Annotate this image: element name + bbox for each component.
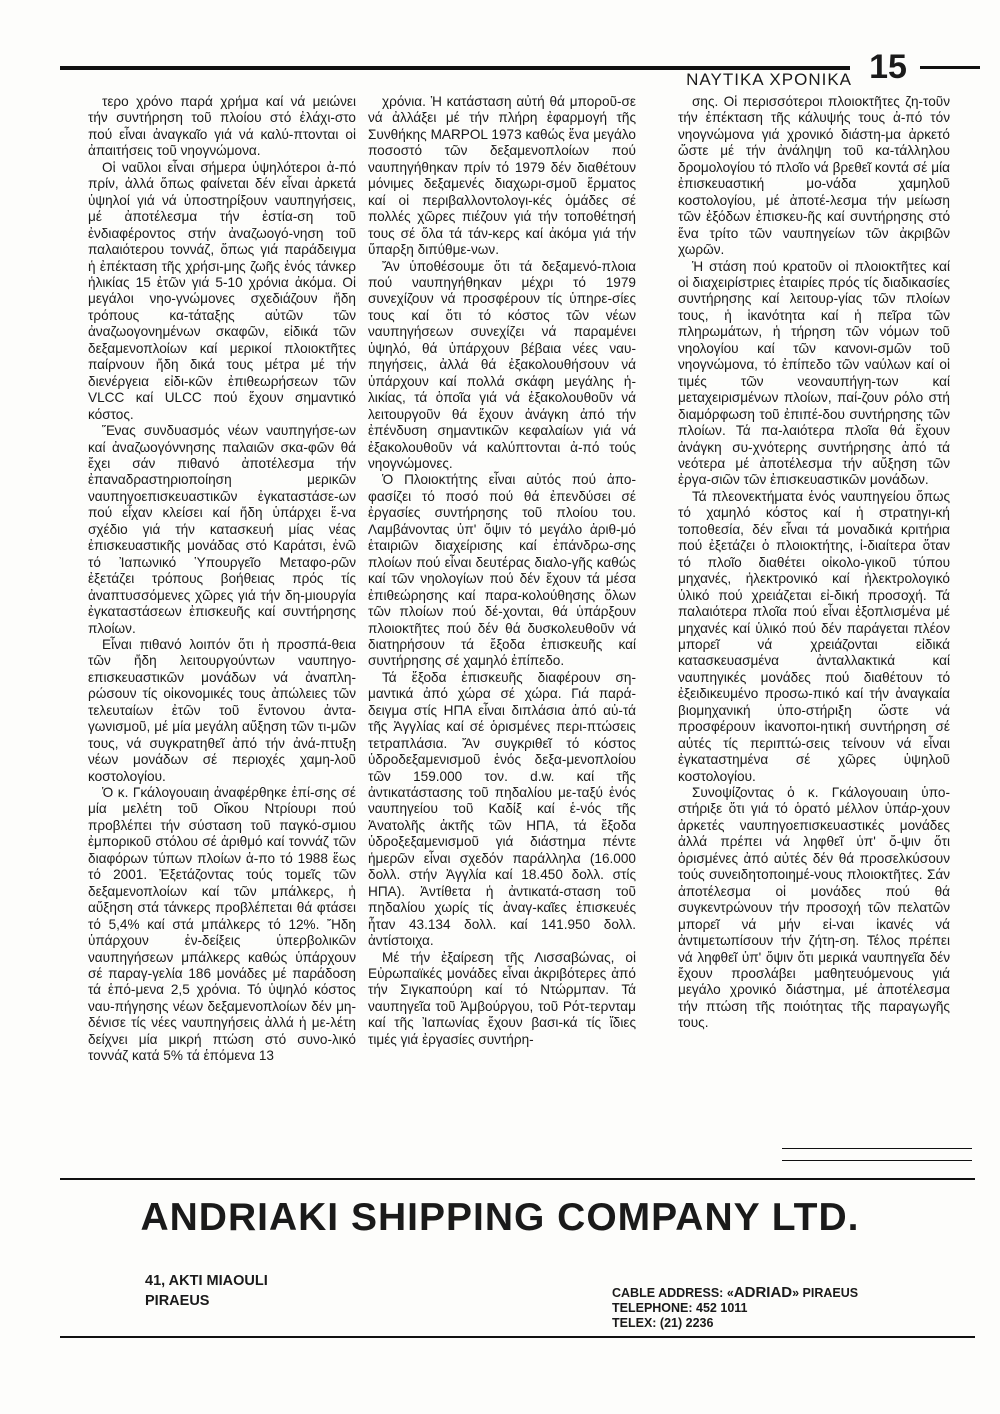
advert-contact bbox=[612, 1285, 858, 1331]
article-end-rule bbox=[782, 1160, 972, 1161]
advert-company-name: ANDRIAKI SHIPPING COMPANY LTD. bbox=[140, 1196, 860, 1239]
magazine-title: ΝΑΥΤΙΚΑ ΧΡΟΝΙΚΑ bbox=[686, 70, 852, 89]
article-column-2 bbox=[368, 94, 636, 1048]
paragraph: Ἕνας συνδυασμός νέων ναυπηγήσε-ων καί ἀναζωογόννησης παλαιῶν σκα-φῶν θά ἔχει σάν πιθανό ἀποτέλεσμα τήν ἐπαναδραστηριοποίηση μερικῶν ναυπηγοεπισκευαστικῶν ἐγκαταστάσε-ων πού εἶχαν κλείσει καί ἤδη ὑπάρχει ἕ-να σχέδιο γιά τήν κατασκευή μίας νέας ἐπισκευαστικῆς μονάδας στό Καράτσι, ἐνῶ τό Ἰαπωνικό Ὑπουργεῖο Μεταφο-ρῶν ἐξετάζει τρόπους βοήθειας πρός τίς ἀναπτυσσόμενες χῶρες γιά τήν δη-μιουργία ἐγκαταστάσεων ἐπισκευῆς καί συντήρησης πλοίων. bbox=[88, 423, 356, 636]
paragraph: Ὁ κ. Γκάλογουαιη ἀναφέρθηκε ἐπί-σης σέ μία μελέτη τοῦ Οἴκου Ντρίουρι πού προβλέπει τήν σύσταση τοῦ παγκό-σμιου ἐμπορικοῦ στόλου σέ ἀριθμό καί τοννάζ τῶν διαφόρων τύπων πλοίων ἀ-πο τό 1988 ἕως τό 2001. Ἐξετάζοντας τούς τομεῖς τῶν δεξαμενοπλοίων καί τῶν μπάλκερς, ἡ αὔξηση στά τάνκερς προβλέπεται θά φτάσει τό 5,4% καί στά μπάλκερς τό 12%. Ἤδη ὑπάρχουν ἐν-δείξεις ὑπερβολικῶν ναυπηγήσεων μπάλκερς καθώς ὑπάρχουν σέ παραγ-γελία 186 μονάδες μέ παράδοση τά ἑπό-μενα 2,5 χρόνια. Τό ὑψηλό κόστος ναυ-πήγησης νέων δεξαμενοπλοίων δέν μη-δένισε τίς νέες ναυπηγήσεις ἀλλά ἡ με-λέτη δείχνει μία μικρή πτώση στό συνο-λικό τοννάζ κατά 5% τά ἑπόμενα 13 bbox=[88, 785, 356, 1064]
advert-telex: TELEX: (21) 2236 bbox=[612, 1316, 714, 1330]
cable-name: ADRIAD bbox=[733, 1284, 793, 1301]
paragraph: Μέ τήν ἐξαίρεση τῆς Λισσαβώνας, οἱ Εὐρωπαϊκές μονάδες εἶναι ἀκριβότερες ἀπό τήν Σιγκαπούρη καί τό Ντώρμπαν. Τά ναυπηγεῖα τοῦ Ἀμβούργου, τοῦ Ρότ-τερνταμ καί τῆς Ἰαπωνίας ἔχουν βασι-κά τίς ἴδιες τιμές γιά ἐργασίες συντήρη- bbox=[368, 949, 636, 1047]
paragraph: Ἄν ὑποθέσουμε ὅτι τά δεξαμενό-πλοια πού ναυπηγήθηκαν μέχρι τό 1979 συνεχίζουν νά προσφέρουν τίς ὑπηρε-σίες τους καί ὅτι τό κόστος τῶν νέων ναυπηγήσεων συνεχίζει νά παραμένει ὑψηλό, θά ὑπάρχουν βέβαια νέες ναυ-πηγήσεις, ἀλλά θά ἐξακολουθήσουν νά ὑπάρχουν καί πολλά σκάφη μεγάλης ἡ-λικίας, τά ὁποῖα γιά νά ἐξακολουθοῦν νά λειτουργοῦν θά ἔχουν ἀνάγκη ἀπό τήν ἐπένδυση σημαντικῶν κεφαλαίων γιά νά ἐξακολουθοῦν νά καλύπτονται ἀ-πό τούς νηογνώμονες. bbox=[368, 258, 636, 471]
advert-cable-address bbox=[612, 1285, 858, 1301]
page-number: 15 bbox=[869, 48, 907, 86]
paragraph: τερο χρόνο παρά χρήμα καί νά μειώνει τήν συντήρηση τοῦ πλοίου στό ἐλάχι-στο πού εἶναι ἀναγκαῖο γιά νά καλύ-πτονται οἱ ἀπαιτήσεις τοῦ νηογνώμονα. bbox=[88, 94, 356, 159]
advert-address-line: 41, AKTI MIAOULI bbox=[145, 1273, 268, 1289]
cable-prefix: CABLE ADDRESS: « bbox=[612, 1286, 734, 1300]
article-end-rule bbox=[782, 1148, 972, 1149]
header-rule-right bbox=[920, 66, 980, 69]
paragraph: Τά πλεονεκτήματα ἑνός ναυπηγείου ὅπως τό χαμηλό κόστος καί ἡ στρατηγι-κή τοποθεσία, δέν εἶναι τά μοναδικά κριτήρια πού ἐξετάζει ὁ πλοιοκτήτης, ἰ-διαίτερα ὅταν τό πλοῖο διαθέτει οἰκολο-γικοῦ τύπου μηχανές, ἠλεκτρονικό καί ἠλεκτρολογικό ὑλικό πού χρειάζεται εἰ-δική προσοχή. Τά παλαιότερα πλοῖα πού εἶναι ἐξοπλισμένα μέ μηχανές καί ὑλικό πού δέν παράγεται πλέον μπορεῖ νά χρειάζονται εἰδικά κατασκευασμένα ἀνταλλακτικά καί ναυπηγικές μονάδες πού διαθέτουν τό ἐξειδικευμένο προσω-πικό καί τήν ἀναγκαία βιομηχανική ὑπο-στήριξη ὥστε νά προσφέρουν ἱκανοποι-ητική συντήρηση σέ αὐτές τίς περιπτώ-σεις τείνουν νά εἶναι ἐγκαταστημένα σέ χῶρες ὑψηλοῦ κοστολογίου. bbox=[678, 488, 950, 784]
advert-address bbox=[145, 1271, 268, 1311]
paragraph: Τά ἔξοδα ἐπισκευῆς διαφέρουν ση-μαντικά ἀπό χώρα σέ χώρα. Γιά παρά-δειγμα στίς ΗΠΑ εἶναι διπλάσια ἀπό αὐ-τά τῆς Ἀγγλίας καί σέ ὁρισμένες περι-πτώσεις τετραπλάσια. Ἄν συγκριθεῖ τό κόστος ὑδροδεξαμενισμοῦ ἑνός δεξα-μενοπλοίου τῶν 159.000 τον. d.w. καί τῆς ἀντικατάστασης τοῦ πηδαλίου με-ταξύ ἑνός ναυπηγείου τοῦ Καδίξ καί ἑ-νός τῆς Ἀνατολῆς ἀκτῆς τῶν ΗΠΑ, τά ἔξοδα ὑδροξεξαμενισμοῦ γιά διάστημα πέντε ἡμερῶν εἶναι σχεδόν παράλληλα (16.000 δολλ. στήν Ἀγγλία καί 18.450 δολλ. στίς ΗΠΑ). Ἀντίθετα ἡ ἀντικατά-σταση τοῦ πηδαλίου χωρίς τίς ἀναγ-καῖες ἐπισκευές ἦταν 43.134 δολλ. καί 141.950 δολλ. ἀντίστοιχα. bbox=[368, 669, 636, 949]
paragraph: χρόνια. Ἡ κατάσταση αὐτή θά μποροῦ-σε νά ἀλλάξει μέ τήν πλήρη ἐφαρμογή τῆς Συνθήκης MARPOL 1973 καθώς ἕνα μεγάλο ποσοστό τῶν δεξαμενοπλοίων πού ναυπηγήθηκαν πρίν τό 1979 δέν διαθέτουν μόνιμες δεξαμενές διαχωρι-σμοῦ ἕρματος καί οἱ περιβαλλοντολογι-κές ὁμάδες σέ πολλές χῶρες πιέζουν γιά τήν τοποθέτησή τους σέ ὅλα τά τάν-κερς καί ἀκόμα γιά τήν ὕπαρξη διπύθμε-νων. bbox=[368, 94, 636, 258]
article-column-3 bbox=[678, 94, 950, 1032]
article-column-1 bbox=[88, 94, 356, 1065]
paragraph: Συνοψίζοντας ὁ κ. Γκάλογουαιη ὑπο-στήριξε ὅτι γιά τό ὁρατό μέλλον ὑπάρ-χουν ἀρκετές ναυπηγοεπισκευαστικές μονάδες ἀλλά πρέπει νά ληφθεῖ ὑπ' ὄ-ψιν ὅτι ὁρισμένες ἀπό αὐτές δέν θά προσελκύσουν τούς συνειδητοποιημέ-νους πλοιοκτῆτες. Σάν ἀποτέλεσμα οἱ μονάδες πού θά συγκεντρώνουν τήν προσοχή τῶν πελατῶν μπορεῖ νά μήν εἰ-ναι ἱκανές νά ἀντιμετωπίσουν τήν ζήτη-ση. Τέλος πρέπει νά ληφθεῖ ὑπ' ὄψιν ὅτι μερικά ναυπηγεῖα δέν ἔχουν προσλάβει μαθητευόμενους γιά μεγάλο χρονικό διάστημα, μέ ἀποτέλεσμα τήν πτώση τῆς ποιότητας τῆς παραγωγῆς τους. bbox=[678, 785, 950, 1031]
cable-suffix: » PIRAEUS bbox=[792, 1286, 859, 1300]
paragraph: Ὁ Πλοιοκτήτης εἶναι αὐτός πού ἀπο-φασίζει τό ποσό πού θά ἐπενδύσει σέ ἐργασίες συντήρησης τοῦ πλοίου του. Λαμβάνοντας ὑπ' ὄψιν τό μεγάλο ἀριθ-μό ἑταιριῶν διαχείρισης καί ἐπάνδρω-σης πλοίων πού εἶναι δευτέρας διαλο-γῆς καθώς καί τῶν νηολογίων πού δέν ἔχουν τά μέσα ἐπιθεώρησης καί παρα-κολούθησης ὅλων τῶν πλοίων πού δέ-χονται, θά ὑπάρξουν πλοιοκτῆτες πού δέν θά δυσκολευθοῦν νά διατηρήσουν τά ἔξοδα ἐπισκευῆς καί συντήρησης σέ χαμηλό ἐπίπεδο. bbox=[368, 472, 636, 669]
paragraph: Εἶναι πιθανό λοιπόν ὅτι ἡ προσπά-θεια τῶν ἤδη λειτουργούντων ναυπηγο-επισκευαστικῶν μονάδων νά ἀναπλη-ρώσουν τίς οἰκονομικές τους ἀπώλειες τῶν τελευταίων ἐτῶν τοῦ ἔντονου ἀντα-γωνισμοῦ, μέ μία μεγάλη αὔξηση τῶν τι-μῶν τους, νά συγκρατηθεῖ ἀπό τήν ἀνά-πτυξη νέων μονάδων σέ περιοχές χαμη-λοῦ κοστολογίου. bbox=[88, 636, 356, 784]
paragraph: σης. Οἱ περισσότεροι πλοιοκτῆτες ζη-τοῦν τήν ἐπέκταση τῆς κάλυψής τους ἀ-πό τόν νηογνώμονα γιά χρονικό διάστη-μα ἀρκετό ὥστε μέ τήν ἀνάληψη τοῦ κα-τάλληλου δρομολογίου τό πλοῖο νά βρεθεῖ κοντά σέ μία ἐπισκευαστική μο-νάδα χαμηλοῦ κοστολογίου, μέ ἀποτέ-λεσμα τήν μείωση τῶν ἐξόδων ἐπισκευ-ῆς καί συντήρησης στό ἕνα τρίτο τῶν ναυπηγείων τῶν ἀκριβῶν χωρῶν. bbox=[678, 94, 950, 258]
paragraph: Οἱ ναῦλοι εἶναι σήμερα ὑψηλότεροι ἀ-πό πρίν, ἀλλά ὅπως φαίνεται δέν εἶναι ἀρκετά ὑψηλοί γιά νά ὑποστηρίξουν ναυπηγήσεις, μέ ἀποτέλεσμα τήν ἑστία-ση τοῦ ἐνδιαφέροντος στήν ἀναζωογό-νηση τοῦ παλαιότερου τοννάζ, ὅπως γιά παράδειγμα ἡ ἐπέκταση τῆς χρήσι-μης ζωῆς ἑνός τάνκερ ἡλικίας 15 ἐτῶν γιά 5-10 χρόνια ἀκόμα. Οἱ μεγάλοι νηο-γνώμονες σχεδιάζουν ἤδη τρόπους κα-τάταξης αὐτῶν τῶν ἀναζωογονημένων σκαφῶν, εἰδικά τῶν δεξαμενοπλοίων καί μερικοί πλοιοκτῆτες παίρνουν ἤδη δικά τους μέτρα μέ τήν διενέργεια εἰδι-κῶν ἐπιθεωρήσεων τῶν VLCC καί ULCC πού ἔχουν σημαντικό κόστος. bbox=[88, 159, 356, 422]
advert-telephone: TELEPHONE: 452 1011 bbox=[612, 1301, 748, 1315]
advert-address-line: PIRAEUS bbox=[145, 1293, 210, 1309]
advert-bottom-rule bbox=[60, 1336, 975, 1338]
advert-top-rule bbox=[60, 1178, 975, 1180]
paragraph: Ἡ στάση πού κρατοῦν οἱ πλοιοκτῆτες καί οἱ διαχειρίστριες ἑταιρίες πρός τίς διαδικασίες συντήρησης καί λειτουρ-γίας τῶν πλοίων τους, ἡ ἱκανότητα καί ἡ πεῖρα τῶν πληρωμάτων, ἡ τήρηση τῶν νόμων τοῦ νηολογίου καί τῶν κανονι-σμῶν τοῦ νηογνώμονα, τό ἐπίπεδο τῶν ναύλων καί οἱ τιμές τῶν νεοναυπήγη-των καί μεταχειρισμένων πλοίων, παί-ζουν ρόλο στή διαμόρφωση τοῦ ἐπιπέ-δου συντήρησης τῶν πλοίων. Τά πα-λαιότερα πλοῖα θά ἔχουν ἀνάγκη συ-χνότερης συντήρησης ἀπό τά νεότερα μέ ἀποτέλεσμα τήν αὔξηση τῶν ἐργα-σιῶν τῶν ἐπισκευαστικῶν μονάδων. bbox=[678, 258, 950, 488]
